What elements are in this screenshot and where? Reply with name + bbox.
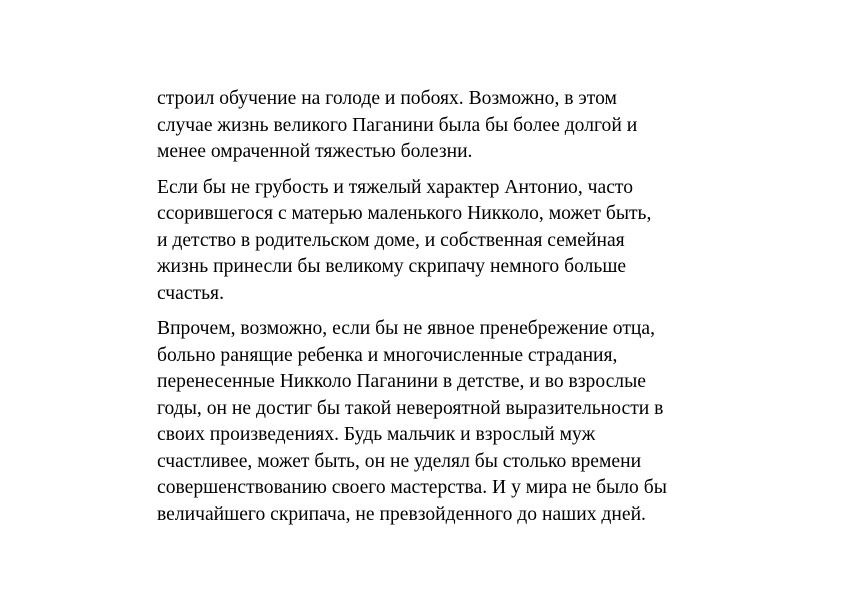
paragraph-2 <box>157 175 737 308</box>
text-line: Если бы не грубость и тяжелый характер Антонио, часто <box>157 176 633 198</box>
text-line: случае жизнь великого Паганини была бы более долгой и <box>157 114 638 136</box>
text-line: и детство в родительском доме, и собственная семейная <box>157 229 625 251</box>
text-body <box>157 86 737 537</box>
text-line: годы, он не достиг бы такой невероятной выразительности в <box>157 397 664 419</box>
paragraph-3 <box>157 316 737 528</box>
text-line: совершенствованию своего мастерства. И у мира не было бы <box>157 477 667 498</box>
text-line: счастливее, может быть, он не уделял бы столько времени <box>157 450 642 472</box>
text-line: больно ранящие ребенка и многочисленные страдания, <box>157 344 618 366</box>
text-line: величайшего скрипача, не превзойденного до наших дней. <box>157 503 646 525</box>
text-line: менее омраченной тяжестью болезни. <box>157 141 473 162</box>
text-line: Впрочем, возможно, если бы не явное пренебрежение отца, <box>157 318 655 339</box>
text-line: перенесенные Никколо Паганини в детстве, и во взрослые <box>157 371 646 392</box>
text-line: ссорившегося с матерью маленького Никколо, может быть, <box>157 203 652 224</box>
text-line: строил обучение на голоде и побоях. Возможно, в этом <box>157 88 617 109</box>
text-line: жизнь принесли бы великому скрипачу немного больше <box>157 256 627 277</box>
paragraph-1 <box>157 86 737 166</box>
text-line: своих произведениях. Будь мальчик и взрослый муж <box>157 424 596 445</box>
text-line: счастья. <box>157 282 224 304</box>
